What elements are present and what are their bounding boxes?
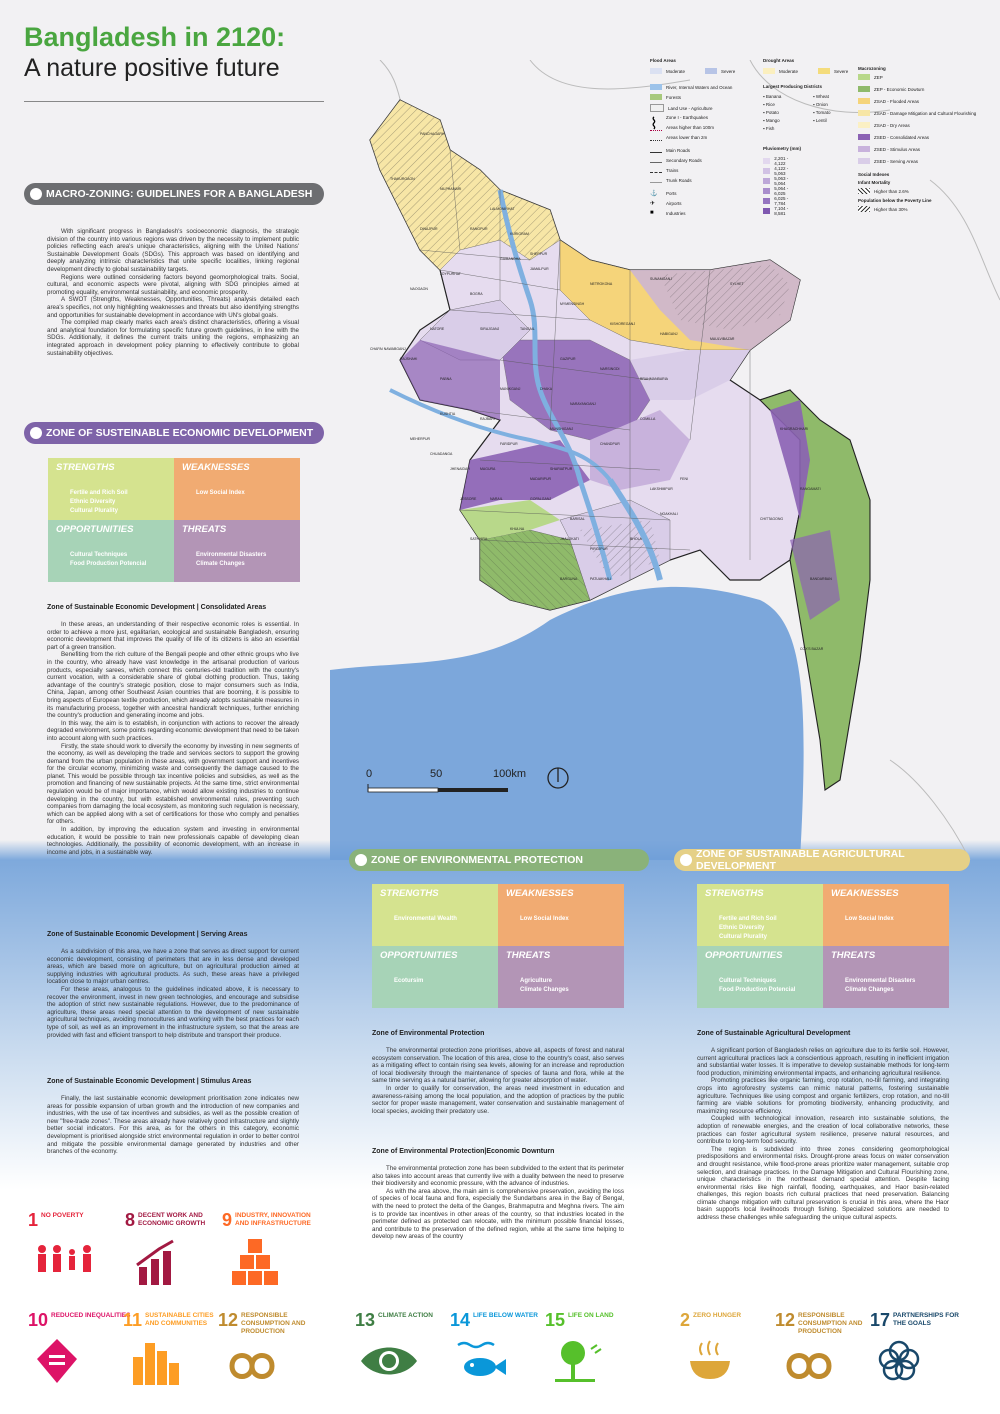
legend-trains: Trains: [666, 168, 679, 173]
district-label: PABNA: [440, 377, 452, 381]
swot-opportunities-heading: OPPORTUNITIES: [56, 524, 134, 535]
consolidated-paragraph: In these areas, an understanding of their respective economic roles is essential. In order to achieve a more just, egalitarian, ecological and sustainable Bangladesh, ensuring economic development that improves the quality of life of its citizens is also an essential part of a green transition.: [47, 621, 299, 651]
district-label: NETROKONA: [590, 282, 613, 286]
sdg-goal-15: [545, 1310, 648, 1392]
eye-icon: [359, 1337, 429, 1387]
swot-weaknesses-items: Low Social Index: [196, 490, 245, 496]
sdg-number: 11: [123, 1310, 143, 1330]
scale-label-100km: 100km: [493, 768, 527, 780]
district-label: BARISAL: [570, 517, 585, 521]
district-label: NARAIL: [490, 497, 503, 501]
env-protection-title: Zone of Environmental Protection: [372, 1030, 485, 1037]
district-label: JHENAIDAH: [450, 467, 470, 471]
agricultural-zone-header: [674, 849, 970, 871]
legend-product-wheat: ▪ Wheat: [813, 94, 829, 99]
people-icon: [32, 1237, 102, 1287]
stimulus-text: [47, 1095, 299, 1156]
swot-threats-items: Environmental Disasters Climate Changes: [196, 552, 267, 567]
district-label: NARAYANGANJ: [570, 402, 596, 406]
legend-infant: Infant Mortality: [858, 180, 891, 185]
district-label: NAOGAON: [410, 287, 428, 291]
serving-title: Zone of Sustainable Economic Development | Serving Areas: [47, 931, 248, 938]
sdg-number: 1: [28, 1210, 39, 1230]
district-label: FARIDPUR: [500, 442, 518, 446]
sdg-goal-9: [222, 1210, 315, 1292]
city-icon: [127, 1337, 197, 1387]
legend-pluvio-item: 7,104 - 8,581: [763, 206, 790, 216]
legend-poverty-value: Higher than 30%: [874, 206, 908, 212]
legend-pluvio-item: 5,064 - 6,025: [763, 186, 790, 196]
legend-product-onion: ▪ Onion: [813, 102, 828, 107]
legend-pluvio-title: Pluviometry (mm): [763, 146, 802, 151]
district-label: NATORE: [430, 327, 445, 331]
factory-icon: ■: [650, 210, 654, 216]
swot-strengths-heading: STRENGTHS: [380, 888, 439, 899]
sdg-label: LIFE BELOW WATER: [473, 1312, 538, 1319]
legend-airports: Airports: [666, 200, 682, 206]
sdg-number: 9: [222, 1210, 233, 1230]
agri-paragraph: Coupled with technological innovation, research into sustainable solutions, the adoption of renewable energies, and the creation of local collaborative networks, these practices can foster agricultural system resilience, preserve natural resources, and contribute to long-term food security.: [697, 1115, 949, 1146]
district-label: RAJBARI: [480, 417, 495, 421]
sdg-goal-2: [680, 1310, 773, 1392]
legend-main-roads: Main Roads: [666, 148, 691, 153]
sdg-goal-13: [355, 1310, 458, 1392]
swot-opportunities: [697, 946, 823, 1008]
sdg-goal-14: [450, 1310, 553, 1392]
legend-macro-item: ZEP: [858, 74, 988, 80]
district-label: GAIBANDHA: [500, 257, 521, 261]
sdg-number: 8: [125, 1210, 136, 1230]
env-protection-paragraph: The environmental protection zone prioritises, above all, aspects of forest and natural ecosystem conservation. The location of this area, close to the country's coast, also serves as a mitigating effect to contain rising sea levels, allowing for an increase and reproduction of local biodiversity through the maintenance of species of fauna and flora, while at the same time serving as a natural barrier, allowing for greater absorption of water.: [372, 1047, 624, 1085]
swot-strengths-items: Fertile and Rich Soil Ethnic Diversity Cultural Plurality: [719, 916, 777, 940]
district-label: FENI: [680, 477, 688, 481]
sdg-number: 13: [355, 1310, 376, 1330]
growth-icon: [129, 1237, 199, 1287]
legend-macro-title: Macrozoning: [858, 66, 886, 71]
district-label: GOPALGANJ: [530, 497, 552, 501]
swot-opportunities-items: Ecotursim: [394, 978, 424, 984]
environmental-zone-header: [349, 849, 649, 871]
swot-opportunities-items: Cultural Techniques Food Production Potencial: [70, 552, 147, 567]
district-label: LAKSHMIPUR: [650, 487, 673, 491]
agri-paragraph: The region is subdivided into three zones considering geomorphological predispositions and environmental risks. Drought-prone areas focus on water conservation and drought resistance, while flood-prone areas prioritize water management, suitable crop selection, and drainage practices. In the Damage Mitigation and Cultural Flourishing zone, unique characteristics in the northeast demand special attention. Despite facing environmental risks like high rainfall, flooding, earthquakes, and Haor basin-related challenges, this region boasts rich cultural practices that need preservation. Balancing climate change mitigation with cultural preservation is crucial in this area, where the Haor basin supports local livelihoods through fishing. Specialized solutions are needed to address these challenges while safeguarding the unique cultural aspects.: [697, 1145, 949, 1222]
sdg-number: 2: [680, 1310, 691, 1330]
legend-macro-item: ZSAD - Dry Areas: [858, 122, 988, 128]
district-label: MUNSHIGANJ: [550, 427, 574, 431]
district-label: MAGURA: [480, 467, 496, 471]
legend-product-fish: ▪ Fish: [763, 126, 775, 131]
district-label: THAKURGAON: [390, 177, 415, 181]
district-label: PIROJPUR: [590, 547, 608, 551]
district-label: RANGAMATI: [800, 487, 821, 491]
swot-weaknesses-heading: WEAKNESSES: [506, 888, 574, 899]
sdg-label: REDUCED INEQUALITIES: [51, 1312, 131, 1319]
swot-strengths-items: Environmental Wealth: [394, 916, 457, 922]
sdg-number: 14: [450, 1310, 471, 1330]
district-label: GAZIPUR: [560, 357, 576, 361]
swot-weaknesses-heading: WEAKNESSES: [831, 888, 899, 899]
swot-weaknesses: [174, 458, 300, 520]
swot-strengths: [697, 884, 823, 946]
district-label: NOAKHALI: [660, 512, 678, 516]
infinity-icon: [222, 1342, 292, 1392]
district-label: KUSHTIA: [440, 412, 456, 416]
macro-paragraph: A SWOT (Strengths, Weaknesses, Opportunities, Threats) analysis detailed each area's specifics, not only highlighting weaknesses and threats but also identifying strengths and opportunities for sustainable development in accordance with UN's global goals.: [47, 296, 299, 319]
district-label: BARGUNA: [560, 577, 578, 581]
serving-paragraph: As a subdivision of this area, we have a zone that serves as direct support for current economic development, consisting of perimeters that are in less dense and developed areas, which are based more on agriculture, but on agricultural production aimed at supplying industries with agricultural products. As such, these areas have a privileged location close to major urban centres.: [47, 948, 299, 986]
district-label: JAMALPUR: [530, 267, 549, 271]
swot-threats-heading: THREATS: [831, 950, 876, 961]
scale-label-0: 0: [366, 768, 373, 780]
env-downturn-paragraph: As with the area above, the main aim is comprehensive preservation, avoiding the loss of species of local fauna and flora, especially the Sundarbans area in the Bay of Bengal, with the need to protect the delta of the Ganges, Brahmaputra and Meghna rivers. The aim is to provide tax incentives in other areas of the country, so that industries located in the perimeter defined as protected can relocate, with the minimum possible financial losses, and contribute to the preservation of the defined region, while at the same time helping to develop new areas of the country: [372, 1187, 624, 1241]
env-protection-paragraph: In order to qualify for conservation, the areas need investment in education and awareness-raising among the local population, and the adoption of practices by the public sector for proper waste management, water conservation and sustainable management of local species, avoiding their predatory use.: [372, 1084, 624, 1115]
swot-threats-heading: THREATS: [506, 950, 551, 961]
swot-weaknesses: [823, 884, 949, 946]
macro-zoning-text: [47, 228, 299, 357]
legend-producing-title: Largest Producing Districts: [763, 84, 823, 89]
legend-product-lentil: ▪ Lentil: [813, 118, 827, 123]
sdg-label: SUSTAINABLE CITIES AND COMMUNITIES: [145, 1312, 214, 1327]
district-label: DHAKA: [540, 387, 553, 391]
scale-label-50: 50: [430, 768, 443, 780]
environmental-zone-header-text: ZONE OF ENVIRONMENTAL PROTECTION: [371, 854, 583, 866]
district-label: KHULNA: [510, 527, 525, 531]
legend-trunk-roads: Trunk Roads: [666, 178, 692, 183]
legend-macro-item: ZSAD - Flooded Areas: [858, 98, 988, 104]
poster-subtitle: A nature positive future: [24, 54, 280, 82]
district-label: CHUADANGA: [430, 452, 453, 456]
legend-social-title: Social Indexes: [858, 172, 890, 177]
district-label: DINAJPUR: [420, 227, 438, 231]
district-label: SHARIATPUR: [550, 467, 573, 471]
legend-macro-item: ZSAD - Damage Mitigation and Cultural Flourishing: [858, 110, 988, 116]
swot-threats-items: Environmental Disasters Climate Changes: [845, 978, 916, 993]
district-label: KHAGRACHHARI: [780, 427, 809, 431]
swot-opportunities: [48, 520, 174, 582]
district-label: MAULVIBAZAR: [710, 337, 735, 341]
district-label: CHANDPUR: [600, 442, 620, 446]
legend-pluvio-item: 5,063 - 5,064: [763, 176, 790, 186]
district-label: MEHERPUR: [410, 437, 431, 441]
district-label: KURIGRAM: [510, 232, 529, 236]
swot-strengths-items: Fertile and Rich Soil Ethnic Diversity Cultural Plurality: [70, 490, 128, 514]
swot-weaknesses-items: Low Social Index: [845, 916, 894, 922]
sdg-number: 12: [218, 1310, 239, 1330]
environmental-swot: [372, 884, 624, 1008]
legend-drought-title: Drought Areas: [763, 58, 795, 63]
district-label: MANIKGANJ: [500, 387, 521, 391]
consolidated-paragraph: Benefiting from the rich culture of the Bengali people and other ethnic groups who live in the country, who already have vast knowledge in the artisanal production of various products, especially sarees, which connect this centuries-old tradition with the country's current vocation, with a considerable share of global clothing production. Thus, taking advantage of the country's strategic position, close to major consumers such as India, China, Japan, among other Southeast Asian countries that are booming, it is possible to bring aspects of European textile production, which already adopts sustainable measures in its manufacturing process, together with ancestral handicraft techniques, further enriching the country's production and generating income and jobs.: [47, 651, 299, 720]
equal-icon: [32, 1337, 102, 1387]
district-label: SHERPUR: [530, 252, 548, 256]
legend-product-mango: ▪ Mango: [763, 118, 780, 123]
swot-threats-heading: THREATS: [182, 524, 227, 535]
swot-threats: [823, 946, 949, 1008]
district-label: RAJSHAHI: [400, 357, 418, 361]
swot-strengths-heading: STRENGTHS: [56, 462, 115, 473]
consolidated-title: Zone of Sustainable Economic Development | Consolidated Areas: [47, 604, 267, 611]
district-label: SATKHIRA: [470, 537, 488, 541]
sdg-goal-8: [125, 1210, 218, 1292]
district-label: RANGPUR: [470, 227, 488, 231]
sdg-number: 10: [28, 1310, 49, 1330]
macro-paragraph: With significant progress in Bangladesh's socioeconomic diagnosis, the strategic division of the country into various regions was driven by the necessity to implement public policies reflecting each area's unique characteristics, aligning with the United Nations' Sustainable Development Goals (SDGs). This approach was based on identifying and deeply analyzing intrinsic characteristics that unite specific localities, linking regional development directly to global sustainability targets.: [47, 228, 299, 273]
district-label: LALMONIRHAT: [490, 207, 515, 211]
sdg-label: INDUSTRY, INNOVATION AND INFRASTRUCTURE: [235, 1212, 311, 1227]
map-legend: Flood Areas Moderate Severe Drought Areas Moderate Severe River, Internal Waters and Ocean Forests Land Use - Agriculture ⌇ Zone I - Earthquakes Areas higher than 100m Areas lower than 2m Main Roads Secondary Roads Trains Trunk Roads ⚓ Ports ✈ Airports ■ Industries Largest Producing Districts ▪ Banana ▪ Wheat ▪ Rice ▪ Onion ▪ Potato ▪ Tomato ▪ Mango ▪ Lentil ▪ Fish Pluviometry (mm) 2,201 - 4,122 4,122 - 5,063 5,063 - 5,064 5,064 - 6,025 6,025 - 7,784 7,104 - 8,581 Macrozoning ZEP ZEP - Economic Dowturn ZSAD - Flooded Areas ZSAD - Damage Mitigation and Cultural Flourishing ZSAD - Dry Areas ZSED - Consolidated Areas ZSED - Stimulus Areas ZSED - Serving Areas Social Indexes Infant Mortality Higher than 2.6% Population below the Poverty Line Higher than 30%: [650, 58, 990, 228]
sdg-goal-17: [870, 1310, 973, 1392]
district-label: BOGRA: [470, 292, 483, 296]
stimulus-title: Zone of Sustainable Economic Development | Stimulus Areas: [47, 1078, 252, 1085]
district-label: NARSINGDI: [600, 367, 620, 371]
agri-paragraph: A significant portion of Bangladesh relies on agriculture due to its fertile soil. However, current agricultural practices lack a conscientious approach, resulting in inefficient irrigation and substantial water losses. It is imperative to develop sustainable methods for long-term food production, minimizing environmental impacts, and enhancing agricultural resilience.: [697, 1047, 949, 1077]
swot-strengths: [372, 884, 498, 946]
env-downturn-paragraph: The environmental protection zone has been subdivided to the extent that its perimeter also takes into account areas that currently live with a duality between the need to preserve their biodiversity and economic pressure, with the advance of industries.: [372, 1165, 624, 1188]
sdg-label: CLIMATE ACTION: [378, 1312, 433, 1319]
district-label: JESSORE: [460, 497, 477, 501]
anchor-icon: ⚓: [650, 191, 658, 197]
macro-zoning-header: [24, 183, 324, 205]
legend-macro-item: ZSED - Serving Areas: [858, 158, 988, 164]
district-label: SIRAJGANJ: [480, 327, 500, 331]
district-label: CHAPAI NAWABGANJ: [370, 347, 406, 351]
cubes-icon: [226, 1237, 296, 1287]
macro-paragraph: The compiled map clearly marks each area's distinct characteristics, offering a visual and analytical foundation for formulating specific future growth guidelines, in line with the SDGs. Additionally, it defines the current traits uniting the regions, emphasizing an integrated approach in development policy planning to effectively contribute to global sustainability objectives.: [47, 319, 299, 357]
district-label: SUNAMGANJ: [650, 277, 672, 281]
district-label: KISHOREGANJ: [610, 322, 636, 326]
swot-strengths: [48, 458, 174, 520]
district-label: PANCHAGARH: [420, 132, 445, 136]
sdg-number: 17: [870, 1310, 891, 1330]
sdg-label: ZERO HUNGER: [693, 1312, 742, 1319]
serving-text: [47, 948, 299, 1039]
legend-quake: Zone I - Earthquakes: [666, 114, 709, 120]
agri-paragraph: Promoting practices like organic farming, crop rotation, no-till farming, and integrating crops into agroforestry systems can mimic natural patterns, fostering sustainable agriculture. Techniques like using compost and organic fertilizers, crop rotation, and no-till farming are viable solutions for promoting biodiversity, enhancing productivity, and maximizing resource efficiency.: [697, 1077, 949, 1115]
consolidated-paragraph: Firstly, the state should work to diversify the economy by investing in new segments of the economy, as well as developing the trade and services sectors to support the growing demand from the urban population in these areas, with government support and incentives for the circular economy, minimizing waste and consequently the damage caused to the planet. This would be possible through tax incentive policies and subsidies, as well as the promotion and financing of new sustainable projects. At the same time, strict environmental regulation would be of major importance, which would allow existing industries to continue developing in the country, but with established environmental rules, preventing such companies from damaging the local ecosystem, as monitoring such regulation is necessary, which can be applied along with a set of certifications for those who comply and penalties for others.: [47, 742, 299, 826]
sdg-goal-10: [28, 1310, 131, 1392]
legend-pluvio-item: 2,201 - 4,122: [763, 156, 790, 166]
sdg-goal-12: [218, 1310, 321, 1397]
district-label: BANDARBAN: [810, 577, 832, 581]
legend-industries: Industries: [666, 210, 686, 216]
agricultural-zone-header-text: ZONE OF SUSTAINABLE AGRICULTURAL DEVELOPMENT: [696, 848, 905, 872]
swot-weaknesses-items: Low Social Index: [520, 916, 569, 922]
env-downturn-text: [372, 1165, 624, 1241]
swot-weaknesses-heading: WEAKNESSES: [182, 462, 250, 473]
env-downturn-title: Zone of Environmental Protection|Economic Downturn: [372, 1148, 555, 1155]
legend-pluvio-item: 6,025 - 7,784: [763, 196, 790, 206]
economic-zone-header: [24, 422, 324, 444]
swot-opportunities-items: Cultural Techniques Food Production Potencial: [719, 978, 796, 993]
swot-threats: [174, 520, 300, 582]
env-protection-text: [372, 1047, 624, 1115]
infinity-icon: [779, 1342, 849, 1392]
sdg-label: LIFE ON LAND: [568, 1312, 614, 1319]
swot-opportunities-heading: OPPORTUNITIES: [705, 950, 783, 961]
district-label: MYMENSINGH: [560, 302, 585, 306]
serving-paragraph: For these areas, analogous to the guidelines indicated above, it is necessary to recover the environment, invest in new green technologies, and encourage and subsidise the adoption of strict new sustainable regulations. However, due to the predominance of agriculture, these areas need special attention to the development of new sustainable agricultural techniques, avoiding monocultures and working with the best practices for each type of soil, as well as an improvement in the infrastructure system, so that the areas are provided with fast and efficient transport to help distribute and transport their produce.: [47, 985, 299, 1039]
swot-opportunities: [372, 946, 498, 1008]
title-divider: [24, 101, 324, 102]
consolidated-paragraph: In this way, the aim is to establish, in conjunction with actions to recover the already degraded environment, some points regarding economic development that need to be taken into account along with such practices.: [47, 719, 299, 742]
swot-threats-items: Agriculture Climate Changes: [520, 978, 569, 993]
swot-strengths-heading: STRENGTHS: [705, 888, 764, 899]
legend-infant-value: Higher than 2.6%: [874, 188, 909, 194]
swot-threats: [498, 946, 624, 1008]
legend-rivers: River, Internal Waters and Ocean: [666, 84, 733, 90]
district-label: SYLHET: [730, 282, 744, 286]
swot-weaknesses: [498, 884, 624, 946]
consolidated-paragraph: In addition, by improving the education system and investing in environmental education, it would be possible to train new professionals capable of developing clean technologies. Additionally, the possibility of economic development, with an increase in income and jobs, in a sustainable way.: [47, 826, 299, 856]
legend-higher100: Areas higher than 100m: [666, 125, 715, 130]
legend-product-tomato: ▪ Tomato: [813, 110, 831, 115]
poster-title: Bangladesh in 2120:: [24, 22, 286, 52]
district-label: BHOLA: [630, 537, 642, 541]
district-label: JHALOKATI: [560, 537, 579, 541]
sdg-label: PARTNERSHIPS FOR THE GOALS: [893, 1312, 959, 1327]
sdg-label: RESPONSIBLE CONSUMPTION AND PRODUCTION: [241, 1312, 306, 1335]
district-label: CHITTAGONG: [760, 517, 784, 521]
legend-macro-item: ZEP - Economic Dowturn: [858, 86, 988, 92]
macro-zoning-header-text: MACRO-ZONING: GUIDELINES FOR A BANGLADESH: [46, 188, 313, 200]
economic-swot: [48, 458, 300, 582]
legend-macro-item: ZSED - Stimulus Areas: [858, 146, 988, 152]
district-label: NILPHAMARI: [440, 187, 462, 191]
legend-product-potato: ▪ Potato: [763, 110, 779, 115]
sdg-number: 12: [775, 1310, 796, 1330]
district-label: BRAHMANBARIA: [640, 377, 669, 381]
district-label: COMILLA: [640, 417, 656, 421]
economic-zone-header-text: ZONE OF SUSTEINABLE ECONOMIC DEVELOPMENT: [46, 427, 314, 439]
sdg-label: DECENT WORK AND ECONOMIC GROWTH: [138, 1212, 206, 1227]
airplane-icon: ✈: [650, 201, 656, 207]
legend-drought-moderate: Moderate: [779, 68, 799, 74]
legend-drought-severe: Severe: [834, 68, 849, 74]
sdg-number: 15: [545, 1310, 566, 1330]
legend-secondary-roads: Secondary Roads: [666, 158, 702, 163]
bowl-icon: [684, 1337, 754, 1387]
sdg-label: NO POVERTY: [41, 1212, 84, 1219]
agricultural-swot: [697, 884, 949, 1008]
district-label: COX'S BAZAR: [800, 647, 824, 651]
agri-title: Zone of Sustainable Agricultural Development: [697, 1030, 851, 1037]
stimulus-paragraph: Finally, the last sustainable economic development prioritisation zone indicates new areas for possible expansion of urban growth and the introduction of new companies and industries, with the use of tax incentives and subsidies, as well as the possible creation of new "free-trade zones". These areas already have relatively good infrastructure and slightly better social indicators. For this area, as for the others in this category, economic development is prioritised alongside strict environmental regulation in order to better control and mitigate the possible environmental damage generated by industries and other branches of the economy.: [47, 1095, 299, 1156]
legend-pluvio-item: 4,122 - 5,063: [763, 166, 790, 176]
legend-flood-moderate: Moderate: [666, 68, 686, 74]
legend-macro-item: ZSED - Consolidated Areas: [858, 134, 988, 140]
sdg-goal-12: [775, 1310, 878, 1397]
district-label: TANGAIL: [520, 327, 535, 331]
sdg-goal-1: [28, 1210, 121, 1292]
agri-text: [697, 1047, 949, 1222]
district-label: JOYPURHAT: [440, 272, 461, 276]
flower-icon: [874, 1337, 944, 1387]
legend-product-rice: ▪ Rice: [763, 102, 775, 107]
legend-lower2: Areas lower than 2m: [666, 135, 708, 140]
district-label: HABIGANJ: [660, 332, 678, 336]
legend-poverty: Population below the Poverty Line: [858, 198, 932, 203]
legend-ports: Ports: [666, 190, 677, 196]
sdg-goal-11: [123, 1310, 225, 1392]
legend-flood-title: Flood Areas: [650, 58, 676, 63]
legend-flood-severe: Severe: [721, 68, 736, 74]
legend-landuse: Land Use - Agriculture: [668, 105, 713, 111]
district-label: MADARIPUR: [530, 477, 552, 481]
legend-forests: Forests: [666, 94, 682, 100]
district-label: PATUAKHALI: [590, 577, 612, 581]
macro-paragraph: Regions were outlined considering factors beyond geomorphological traits. Social, cultural, and economic aspects were pivotal, aligning with SDG principles aimed at promoting equality, environmental sustainability, and economic prosperity.: [47, 273, 299, 296]
swot-opportunities-heading: OPPORTUNITIES: [380, 950, 458, 961]
tree-icon: [549, 1337, 619, 1387]
sdg-label: RESPONSIBLE CONSUMPTION AND PRODUCTION: [798, 1312, 863, 1335]
fish-icon: [454, 1337, 524, 1387]
consolidated-text: [47, 621, 299, 856]
legend-product-banana: ▪ Banana: [763, 94, 782, 99]
